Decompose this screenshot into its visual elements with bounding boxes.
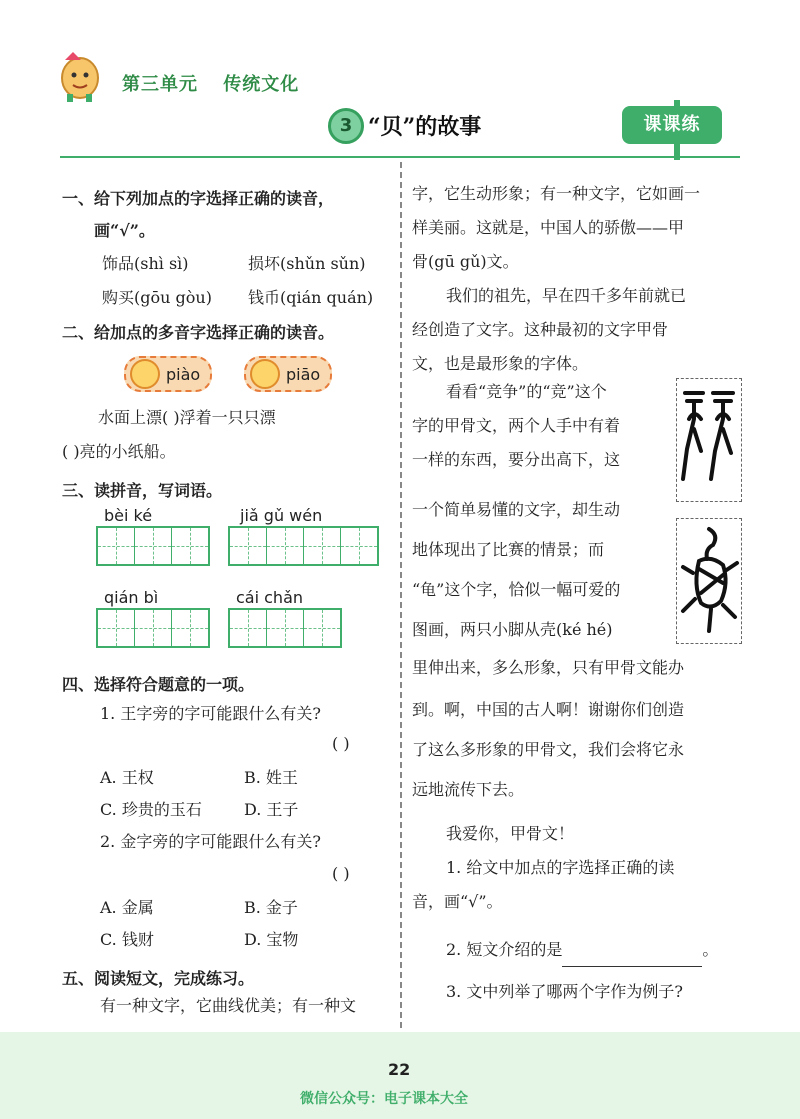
exercise1-a: 1. 给文中加点的字选择正确的读 xyxy=(446,858,675,877)
s2-sentence-line2: ( )亮的小纸船。 xyxy=(62,442,176,461)
q2-option-c[interactable]: C. 钱财 xyxy=(100,930,154,949)
exercise3: 3. 文中列举了哪两个字作为例子? xyxy=(446,982,683,1001)
writing-grid-jiaguwen[interactable] xyxy=(228,526,379,566)
passage-p3-e: 地体现出了比赛的情景；而 xyxy=(412,540,605,559)
mascot-icon xyxy=(55,48,105,104)
q1-option-b[interactable]: B. 姓王 xyxy=(244,768,298,787)
passage-p1-b: 样美丽。这就是，中国人的骄傲——甲 xyxy=(412,218,685,237)
q2-option-b[interactable]: B. 金子 xyxy=(244,898,298,917)
s1-item1: 饰品(shì sì) xyxy=(102,254,189,273)
passage-p3-k: 远地流传下去。 xyxy=(412,780,525,799)
s1-item2: 损坏(shǔn sǔn) xyxy=(248,254,366,273)
reading-option-label: piāo xyxy=(286,364,321,384)
passage-p3-d: 一个简单易懂的文字，却生动 xyxy=(412,500,621,519)
q2-option-d[interactable]: D. 宝物 xyxy=(244,930,299,949)
q1-text: 1. 王字旁的字可能跟什么有关? xyxy=(100,704,321,723)
exercise2-text: 2. 短文介绍的是 xyxy=(446,940,563,959)
q1-option-c[interactable]: C. 珍贵的玉石 xyxy=(100,800,202,819)
passage-p3-b: 字的甲骨文，两个人手中有着 xyxy=(412,416,621,435)
q2-text: 2. 金字旁的字可能跟什么有关? xyxy=(100,832,321,851)
passage-p3-a: 看看“竞争”的“竞”这个 xyxy=(446,382,607,401)
passage-p1-c: 骨(gū gǔ)文。 xyxy=(412,252,519,271)
section5-title: 五、阅读短文，完成练习。 xyxy=(62,969,255,988)
q1-option-d[interactable]: D. 王子 xyxy=(244,800,299,819)
pinyin-beike: bèi ké xyxy=(104,506,153,525)
s1-item4: 钱币(qián quán) xyxy=(248,288,374,307)
writing-grid-caichan[interactable] xyxy=(228,608,342,648)
column-divider xyxy=(400,162,402,1028)
header-rule xyxy=(60,156,740,158)
q2-answer-paren[interactable]: ( ) xyxy=(332,864,350,883)
passage-p3-c: 一样的东西，要分出高下，这 xyxy=(412,450,621,469)
writing-grid-beike[interactable] xyxy=(96,526,210,566)
unit-number: 第三单元 xyxy=(122,74,198,95)
lesson-title: “贝”的故事 xyxy=(368,114,482,140)
page-number: 22 xyxy=(388,1060,411,1079)
passage-p3-f: “龟”这个字，恰似一幅可爱的 xyxy=(412,580,621,599)
exercise2-end: 。 xyxy=(702,940,719,959)
passage-line1: 有一种文字，它曲线优美；有一种文 xyxy=(100,996,357,1015)
unit-title: 传统文化 xyxy=(223,74,300,95)
section1-title-cont: 画“√”。 xyxy=(94,221,155,240)
oracle-gui-image xyxy=(676,518,742,644)
exercise1-b: 音，画“√”。 xyxy=(412,892,503,911)
sun-icon xyxy=(130,359,160,389)
pinyin-qianbi: qián bì xyxy=(104,588,159,607)
unit-heading xyxy=(122,70,317,96)
passage-p3-j: 了这么多形象的甲骨文，我们会将它永 xyxy=(412,740,685,759)
exercise2 xyxy=(446,934,718,967)
writing-grid-qianbi[interactable] xyxy=(96,608,210,648)
passage-closing: 我爱你，甲骨文！ xyxy=(446,824,575,843)
passage-p3-g: 图画，两只小脚从壳(ké hé) xyxy=(412,620,613,639)
section1-title: 一、给下列加点的字选择正确的读音， xyxy=(62,189,335,208)
section4-title: 四、选择符合题意的一项。 xyxy=(62,675,255,694)
lesson-number-badge: 3 xyxy=(328,108,364,144)
q1-answer-paren[interactable]: ( ) xyxy=(332,734,350,753)
passage-p2-a: 我们的祖先，早在四千多年前就已 xyxy=(446,286,687,305)
passage-p3-i: 到。啊，中国的古人啊！谢谢你们创造 xyxy=(412,700,685,719)
section3-title: 三、读拼音，写词语。 xyxy=(62,481,223,500)
s1-item3: 购买(gōu gòu) xyxy=(102,288,212,307)
reading-option-label: piào xyxy=(166,364,201,384)
passage-p3-h: 里伸出来，多么形象，只有甲骨文能办 xyxy=(412,658,685,677)
exercise2-blank[interactable] xyxy=(562,934,702,967)
reading-option-piao4[interactable] xyxy=(124,356,212,392)
practice-tag: 课课练 xyxy=(622,106,722,144)
passage-p2-c: 文，也是最形象的字体。 xyxy=(412,354,589,373)
pinyin-jiaguwen: jiǎ gǔ wén xyxy=(240,506,323,525)
q1-option-a[interactable]: A. 王权 xyxy=(100,768,154,787)
oracle-jing-image xyxy=(676,378,742,502)
passage-p1-a: 字，它生动形象；有一种文字，它如画一 xyxy=(412,184,701,203)
reading-option-piao1[interactable] xyxy=(244,356,332,392)
pinyin-caichan: cái chǎn xyxy=(236,588,304,607)
q2-option-a[interactable]: A. 金属 xyxy=(100,898,154,917)
sun-icon xyxy=(250,359,280,389)
passage-p2-b: 经创造了文字。这种最初的文字甲骨 xyxy=(412,320,669,339)
wechat-note: 微信公众号：电子课本大全 xyxy=(300,1091,468,1107)
section2-title: 二、给加点的多音字选择正确的读音。 xyxy=(62,323,335,342)
s2-sentence-line1: 水面上漂( )浮着一只只漂 xyxy=(98,408,276,427)
